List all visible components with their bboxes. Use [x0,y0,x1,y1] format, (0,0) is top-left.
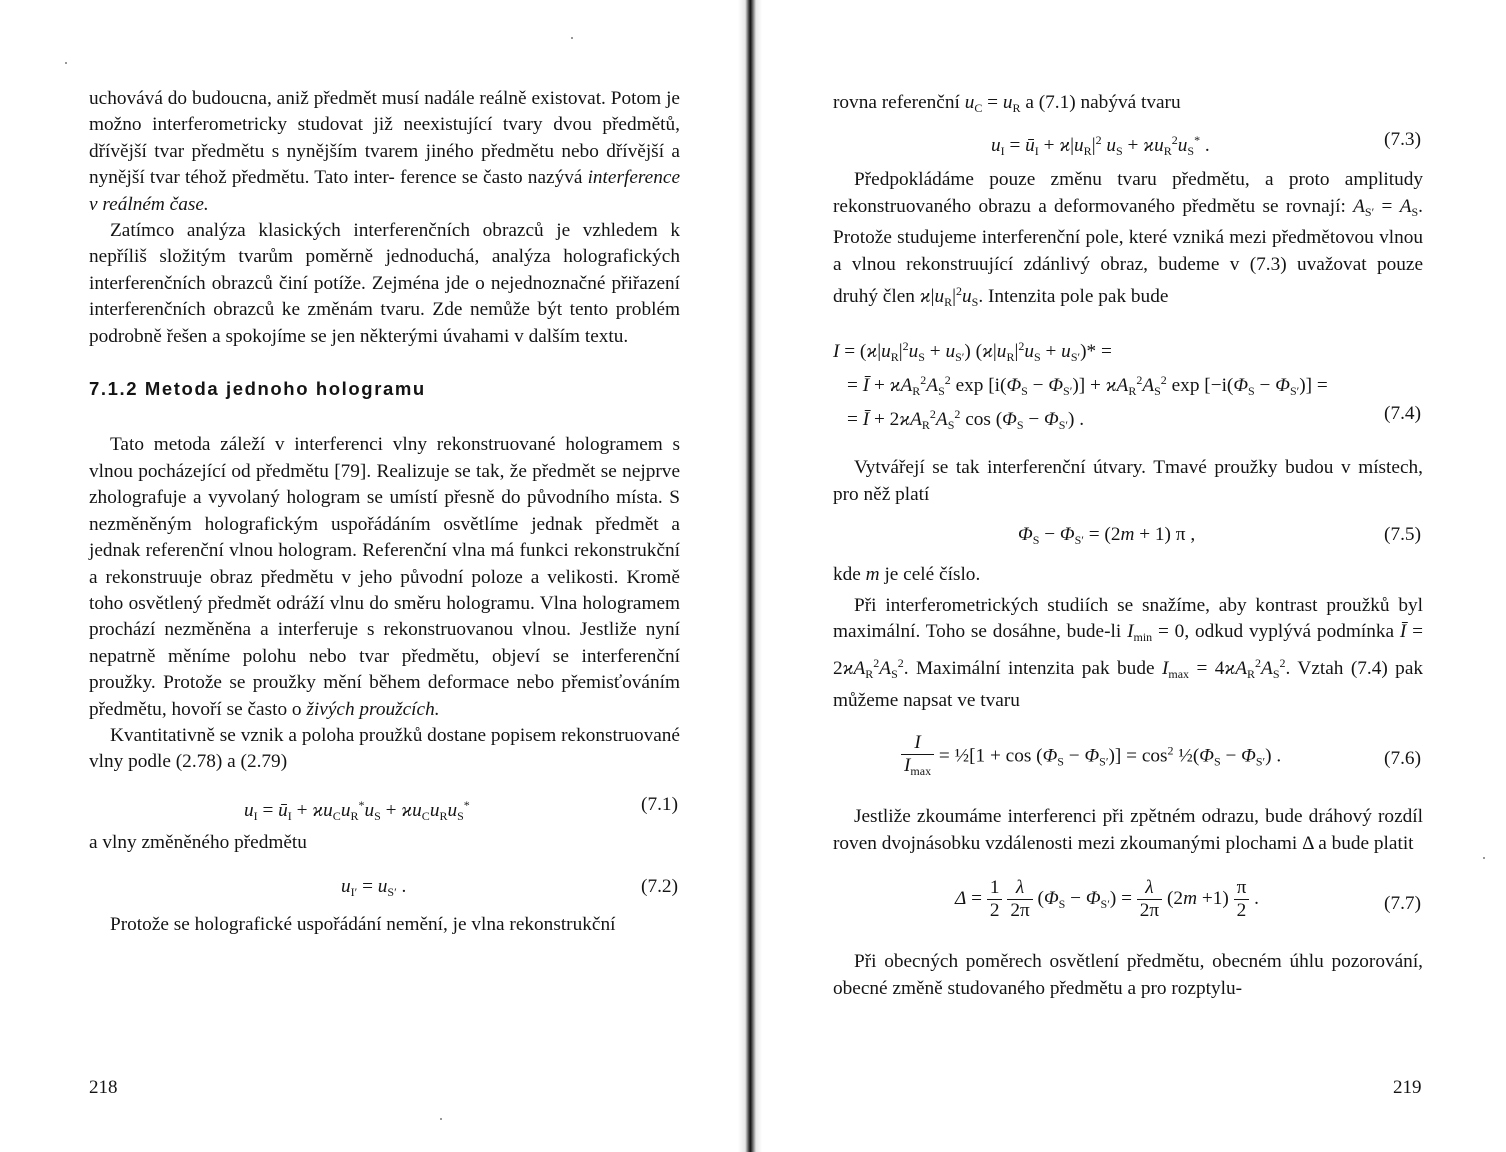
paragraph: Předpokládáme pouze změnu tvaru předmětu, a proto amplitudy rekonstruovaného obrazu a deformovaného předmětu se rovnají: $A_{S'} = A_S$. Protože studujeme interferenční pole, které vzniká mezi předmětovou vlnou a vlnou rekonstruující zdánlivý obraz, budeme v (7.3) uvažovat pouze druhý člen $ϰ|u_R|^2u_S$. Intenzita pole pak bude [833,169,1423,310]
equation-7-1 [89,784,680,830]
equation-7-3 [833,121,1423,167]
paragraph: Tato metoda záleží v interferenci vlny rekonstruované hologramem s vlnou pocházející od předmětu [79]. Realizuje se tak, že předmět se nejprve zholografuje a vyvolaný hologram se umístí přesně do původního místa. S nezměněným holografickým uspořádáním osvětlíme jednak předmět a jednak referenční vlnou hologram. Referenční vlna má funkci rekonstrukční a rekonstruuje obraz předmětu v jeho původní poloze a velikosti. Kromě toho osvětlený předmět odráží vlnu do směru hologramu. Vlna hologramem prochází nezměněna a interferuje s rekonstruovanou vlnou. Jestliže nyní nepatrně měníme polohu nebo tvar předmětu, objeví se interferenční proužky. Protože se proužky mění během deformace nebo přemisťováním předmětu, hovoří se často o živých proužcích. [89,434,680,720]
equation-line: = Ī + $ϰA_R^2A_S^2$ $\exp [i(\Phi_S - \Phi_{S'})] + ϰA_R^2A_S^2$ $\exp [-i(\Phi_S - \Phi_{S'})]$ = [847,373,1328,399]
page-number: 218 [89,1077,118,1098]
equation-number: (7.1) [641,793,678,815]
equation-formula: $u_{I'} = u_{S'}$ . [341,876,407,900]
paragraph-continued: uchovává do budoucna, aniž předmět musí nadále reálně existovat. Potom je možno interferometricky studovat již neexistující tvary dvou předmětů, dřívější tvar předmětu s nynějším tvarem jiného předmětu nebo dřívější a nynější tvar téhož předmětu. Tato inter- ference se často nazývá interference v reálném čase. [89,88,680,215]
paragraph: Jestliže zkoumáme interferenci při zpětném odrazu, bude dráhový rozdíl roven dvojnásobku vzdálenosti mezi zkoumanými plochami Δ a bude platit [833,806,1423,854]
equation-line: $I = (ϰ|u_R|^2u_S + u_{S'}) (ϰ|u_R|^2u_S + u_{S'})*$ = [833,339,1112,365]
paragraph: Při obecných poměrech osvětlení předmětu, obecném úhlu pozorování, obecné změně studovaného předmětu a pro rozptylu- [833,951,1423,999]
paragraph: Kvantitativně se vznik a poloha proužků dostane popisem rekonstruované vlny podle (2.78) a (2.79) [89,724,680,773]
page-number: 219 [1393,1077,1422,1098]
paragraph: Zatímco analýza klasických interferenčních obrazců je vzhledem k nepříliš složitým tvarům poměrně jednoduchá, analýza holografických interferenčních obrazců činí potíže. Zejména jde o nejednoznačné přiřazení interferenčních obrazců ke změnám tvaru. Zde nemůže být tento problém podrobně řešen a spokojíme se jen některými úvahami v dalším textu. [89,220,680,347]
equation-formula: Δ = $\frac{1}{2}$ $\frac{\lambda}{2\pi}$ $(\Phi_S - \Phi_{S'})$ = $\frac{\lambda}{2\pi}$ (2m +1) $\frac{\pi}{2}$ . [955,877,1259,922]
left-page [0,0,748,1152]
equation-line: = Ī + $2ϰA_R^2A_S^2$ $\cos (\Phi_S - \Phi_{S'})$ . [847,407,1085,433]
equation-formula: $u_I$ = $ū_I + ϰ|u_R|^2$ $u_S + ϰu_R^2u_S^*$ . [991,133,1210,159]
section-heading: 7.1.2 Metoda jednoho hologramu [89,378,426,400]
equation-7-7 [833,861,1423,949]
equation-number: (7.7) [1384,893,1421,915]
equation-formula: $\frac{I}{I_{max}}$ = ½[1 + $\cos (\Phi_S - \Phi_{S'})] = \cos^2$ $\frac{1}{2}(\Phi_S - \Phi_{S'})$ . [901,732,1281,782]
paragraph: kde m je celé číslo. [833,564,981,586]
equation-number: (7.6) [1384,748,1421,770]
paragraph-continued: rovna referenční $u_C = u_R$ a (7.1) nabývá tvaru [833,92,1181,115]
equation-7-6 [833,718,1423,804]
equation-number: (7.4) [1384,403,1421,425]
equation-number: (7.3) [1384,129,1421,151]
emphasis: živých proužcích. [306,698,440,720]
equation-number: (7.2) [641,876,678,898]
right-page [760,0,1506,1152]
paragraph: Vytvářejí se tak interferenční útvary. Tmavé proužky budou v místech, pro něž platí [833,457,1423,505]
left-text-column [89,86,680,939]
equation-number: (7.5) [1384,524,1421,546]
equation-7-5 [833,508,1423,562]
equation-7-4 [833,327,1423,449]
equation-formula: $\Phi_S - \Phi_{S'} = (2m + 1)$ π , [1018,524,1196,548]
paragraph: a vlny změněného předmětu [89,831,307,853]
paragraph: Protože se holografické uspořádání nemění, je vlna rekonstrukční [110,914,616,936]
paragraph: Při interferometrických studiích se snažíme, aby kontrast proužků byl maximální. Toho se dosáhne, bude-li $I_{min} = 0$, odkud vyplývá podmínka Ī = $2ϰA_R^2A_S^2$. Maximální intenzita pak bude $I_{max} = 4ϰA_R^2A_S^2$. Vztah (7.4) pak můžeme napsat ve tvaru [833,594,1424,711]
equation-7-2 [89,860,680,912]
right-text-column [833,90,1423,1002]
equation-formula: $u_I$ = $ū_I + ϰu_Cu_R^*u_S + ϰu_Cu_Ru_S^*$ [244,797,470,823]
emphasis: interference v reálném čase. [89,167,680,215]
